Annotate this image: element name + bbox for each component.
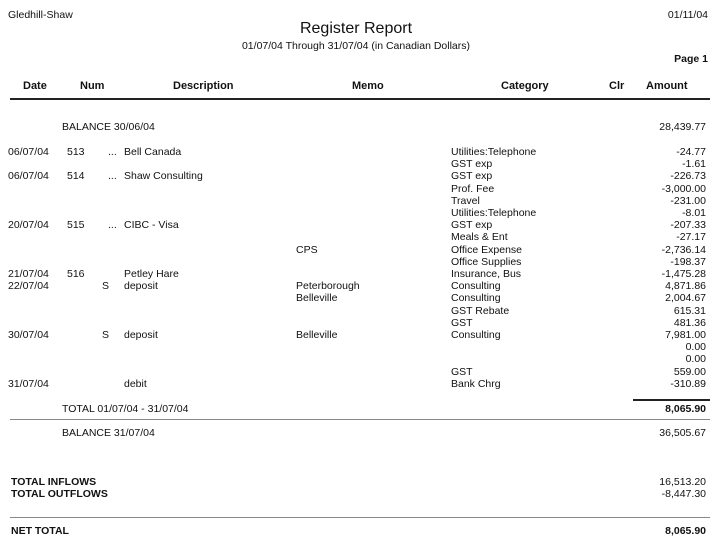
row-category: Prof. Fee: [451, 182, 495, 195]
row-category: GST Rebate: [451, 304, 510, 317]
opening-balance-label: BALANCE 30/06/04: [62, 121, 155, 133]
row-num: 514: [67, 170, 85, 183]
row-category: Office Supplies: [451, 255, 522, 268]
row-category: Consulting: [451, 280, 501, 293]
row-amount: 4,871.86: [665, 280, 706, 293]
row-category: GST: [451, 316, 473, 329]
section-divider: [10, 419, 710, 420]
col-category: Category: [501, 80, 549, 92]
net-total-amount: 8,065.90: [665, 525, 706, 537]
row-category: Utilities:Telephone: [451, 207, 537, 219]
row-date: 21/07/04: [8, 268, 49, 280]
total-outflows-label: TOTAL OUTFLOWS: [11, 488, 108, 500]
row-category: Consulting: [451, 329, 501, 341]
row-amount: -198.37: [670, 255, 706, 268]
row-memo: Peterborough: [296, 280, 360, 293]
row-category: Consulting: [451, 292, 501, 305]
col-clr: Clr: [609, 80, 625, 92]
row-category: Office Expense: [451, 243, 523, 256]
row-num: 516: [67, 268, 85, 280]
row-amount: -207.33: [670, 219, 706, 232]
row-amount: -8.01: [682, 207, 706, 219]
row-category: Utilities:Telephone: [451, 146, 537, 158]
row-num: S: [102, 280, 110, 293]
col-date: Date: [23, 80, 47, 92]
row-category: GST exp: [451, 170, 493, 183]
row-amount: 559.00: [673, 365, 706, 378]
row-description: Petley Hare: [124, 268, 179, 280]
row-num: 515: [67, 219, 85, 232]
closing-balance-label: BALANCE 31/07/04: [62, 427, 155, 439]
row-amount: -1.61: [682, 158, 706, 171]
col-amount: Amount: [646, 80, 688, 92]
report-title: Register Report: [299, 20, 413, 37]
row-amount: -27.17: [676, 231, 706, 244]
row-date: 06/07/04: [8, 170, 49, 183]
col-num: Num: [80, 80, 105, 92]
row-amount: 481.36: [673, 316, 706, 329]
row-dots: ...: [108, 146, 117, 158]
row-category: Insurance, Bus: [451, 268, 522, 280]
closing-balance-amount: 36,505.67: [659, 427, 706, 439]
row-num: 513: [67, 146, 85, 158]
row-amount: 615.31: [673, 304, 706, 317]
total-inflows-amount: 16,513.20: [659, 476, 706, 488]
row-amount: -226.73: [670, 170, 706, 183]
company-name: Gledhill-Shaw: [8, 9, 73, 21]
net-total-label: NET TOTAL: [11, 525, 69, 537]
row-category: Meals & Ent: [451, 231, 508, 244]
row-amount: -24.77: [676, 146, 706, 158]
row-amount: -3,000.00: [661, 182, 706, 195]
row-amount: -310.89: [670, 377, 706, 390]
row-date: 31/07/04: [8, 377, 49, 390]
row-date: 22/07/04: [8, 280, 49, 293]
row-description: CIBC - Visa: [124, 219, 179, 232]
row-description: debit: [124, 377, 147, 390]
row-amount: -1,475.28: [661, 268, 706, 280]
row-category: Travel: [451, 194, 480, 207]
row-description: deposit: [124, 280, 158, 293]
row-category: Bank Chrg: [451, 377, 501, 390]
page-number: Page 1: [674, 53, 708, 65]
row-date: 06/07/04: [8, 146, 49, 158]
row-category: GST exp: [451, 158, 493, 171]
row-category: GST: [451, 365, 473, 378]
row-dots: ...: [108, 219, 117, 232]
col-description: Description: [173, 80, 234, 92]
row-description: Bell Canada: [124, 146, 182, 158]
row-dots: ...: [108, 170, 117, 183]
row-memo: Belleville: [296, 329, 338, 341]
row-memo: Belleville: [296, 292, 338, 305]
total-rule: [633, 399, 710, 401]
total-outflows-amount: -8,447.30: [661, 488, 706, 500]
report-subtitle: 01/07/04 Through 31/07/04 (in Canadian Dollars): [241, 40, 471, 52]
row-category: GST exp: [451, 219, 493, 232]
row-num: S: [102, 329, 110, 341]
net-divider: [10, 517, 710, 518]
row-amount: 7,981.00: [665, 329, 706, 341]
row-amount: -231.00: [670, 194, 706, 207]
print-date: 01/11/04: [667, 9, 708, 21]
opening-balance-amount: 28,439.77: [659, 121, 706, 133]
row-amount: 0.00: [685, 341, 706, 354]
period-total-label: TOTAL 01/07/04 - 31/07/04: [62, 403, 189, 415]
row-date: 20/07/04: [8, 219, 49, 232]
row-description: Shaw Consulting: [124, 170, 203, 183]
period-total-amount: 8,065.90: [665, 403, 706, 415]
row-memo: CPS: [296, 243, 318, 256]
col-memo: Memo: [352, 80, 384, 92]
row-description: deposit: [124, 329, 158, 341]
total-inflows-label: TOTAL INFLOWS: [11, 476, 97, 488]
row-amount: -2,736.14: [661, 243, 706, 256]
row-amount: 2,004.67: [665, 292, 706, 305]
header-rule: [10, 98, 710, 100]
row-date: 30/07/04: [8, 329, 49, 341]
row-amount: 0.00: [685, 353, 706, 366]
